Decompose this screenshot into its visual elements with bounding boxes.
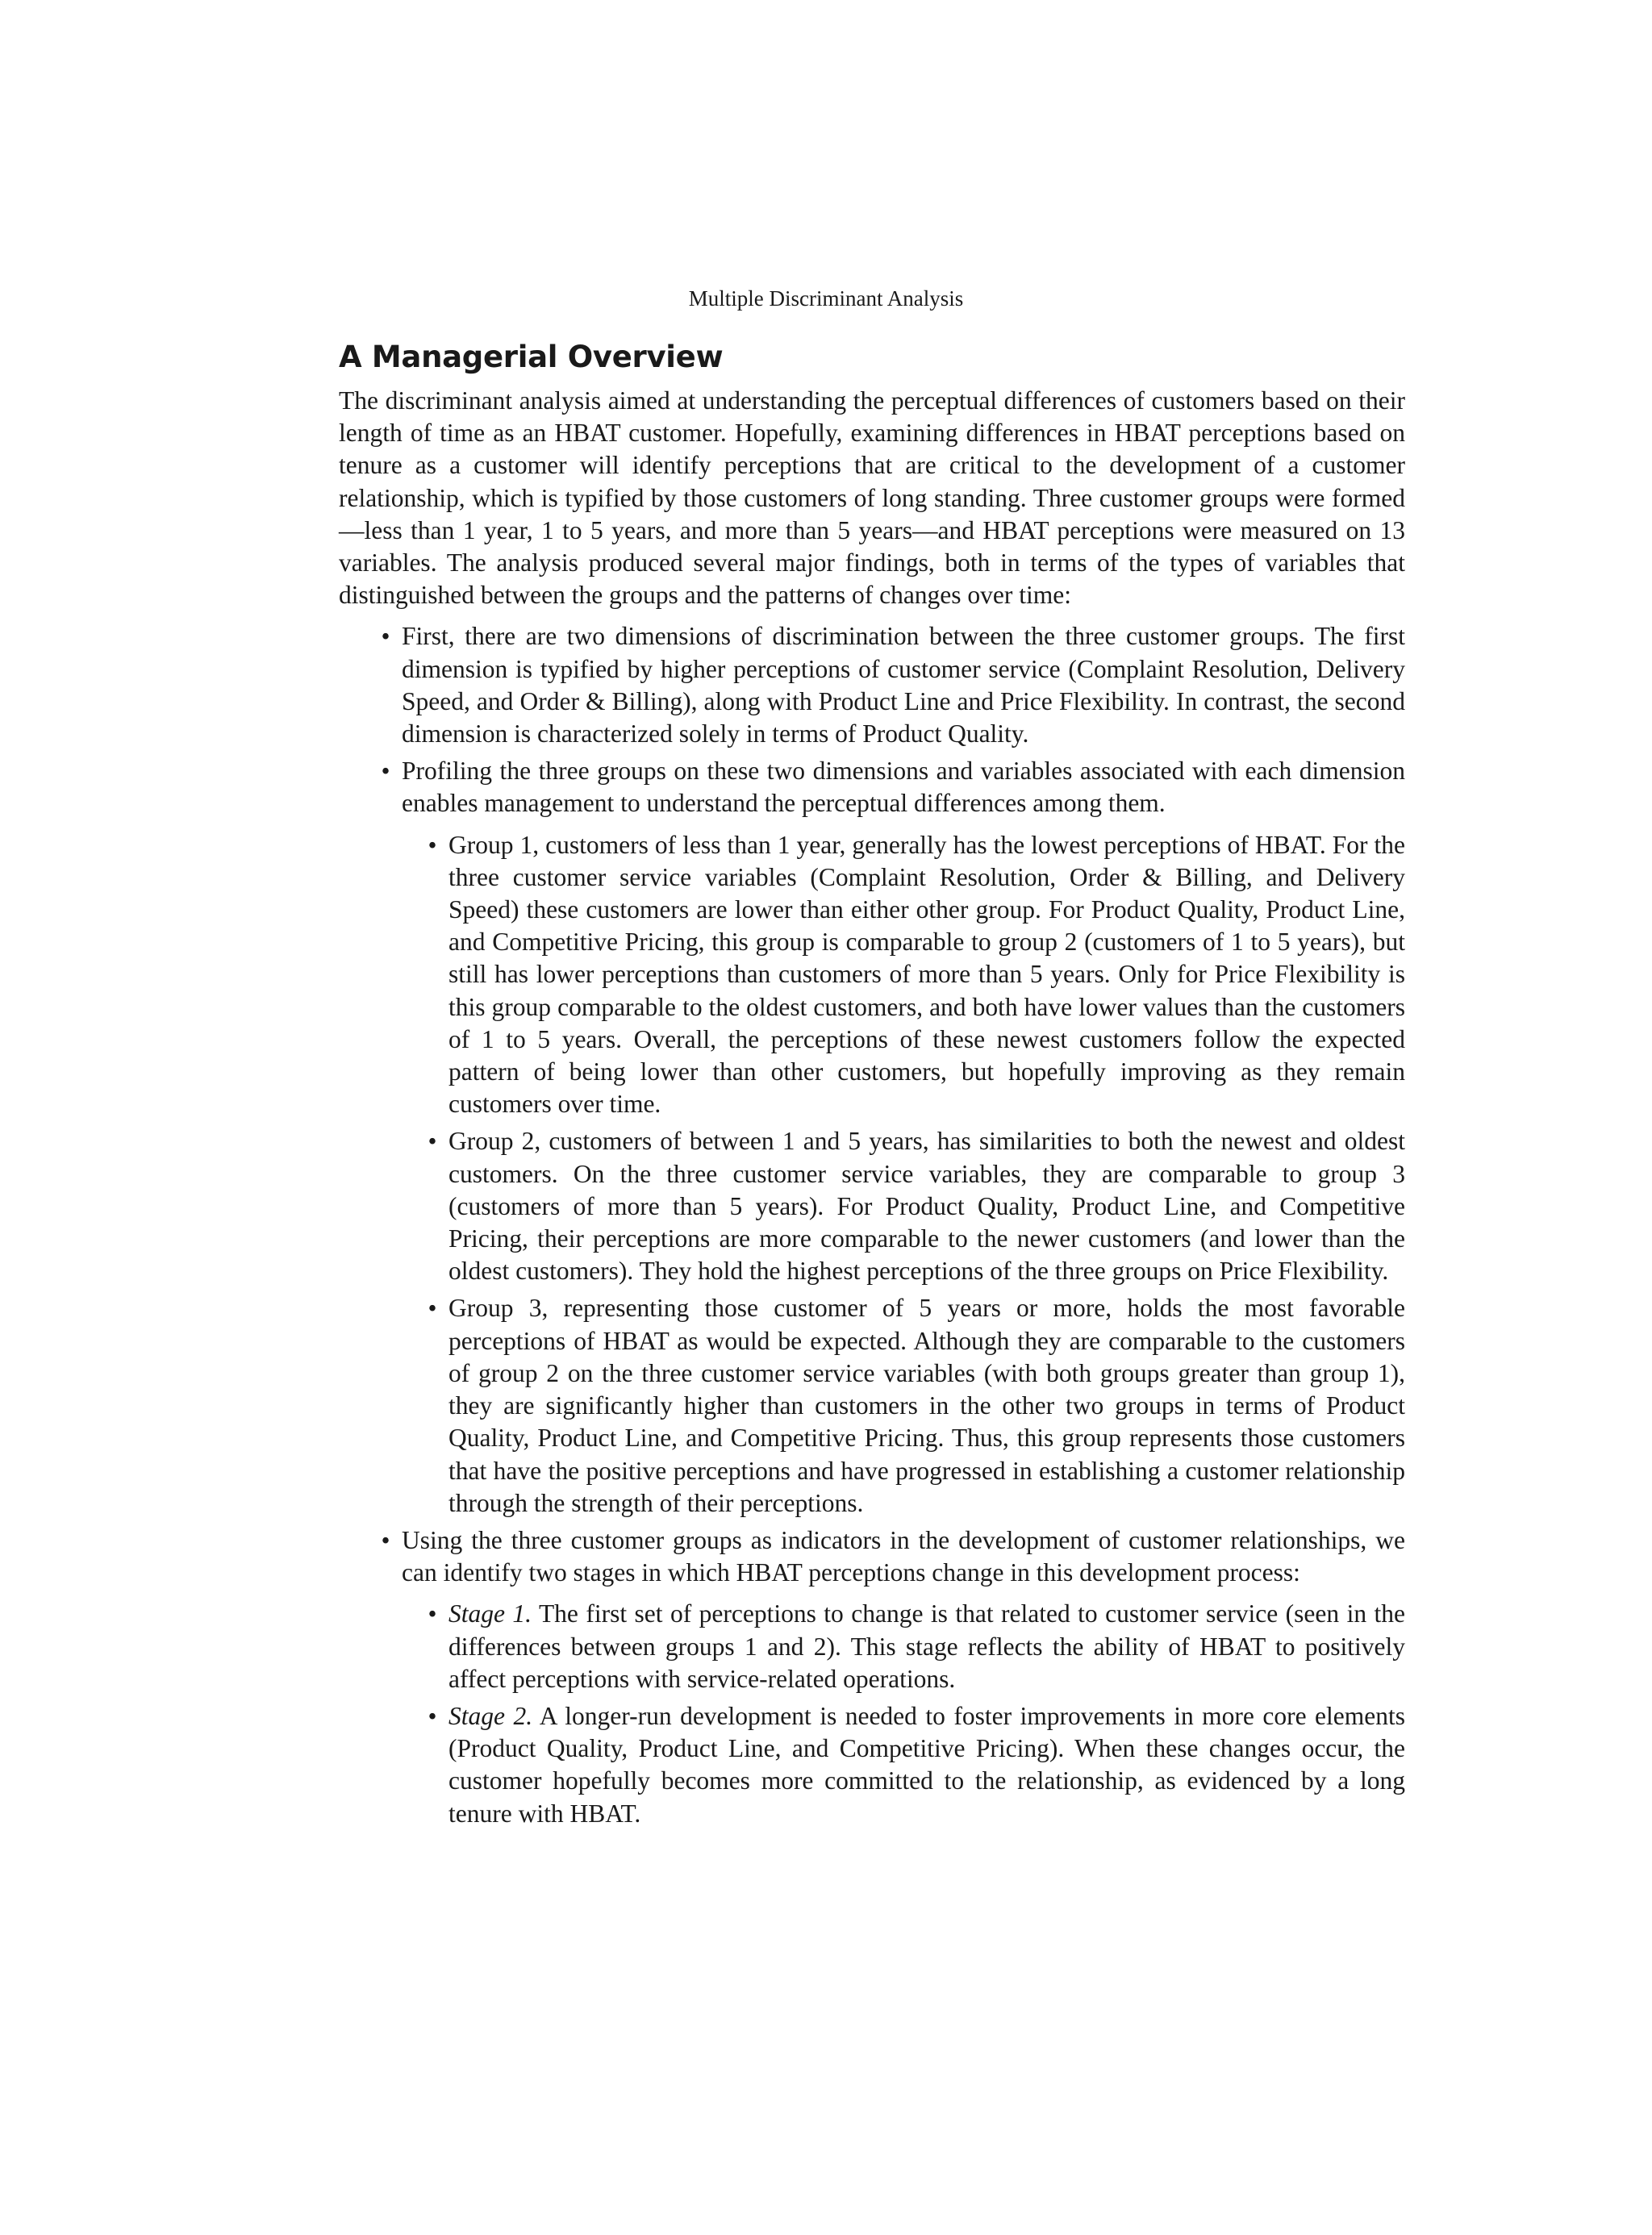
list-item-stages (381, 1524, 1405, 1830)
bullet-icon: • (381, 622, 390, 651)
list-item-text: Group 3, representing those customer of 5 years or more, holds the most favorable perceptions of HBAT as would be expected. Although they are comparable to the customers of group 2 on the three customer service variables (with both groups greater than group 1), they are significantly higher than customers in the other two groups in terms of Product Quality, Product Line, and Competitive Pricing. Thus, this group represents those customers that have the positive perceptions and have progressed in establishing a customer relationship through the strength of their perceptions. (448, 1294, 1405, 1517)
list-item-stage-2 (428, 1700, 1405, 1830)
stage-text: A longer-run development is needed to foster improvements in more core elements (Product Quality, Product Line, and Competitive Pricing). When these changes occur, the customer hopefully becomes more committed to the relationship, as evidenced by a long tenure with HBAT. (448, 1701, 1405, 1828)
bullet-icon: • (381, 1525, 390, 1554)
section-heading: A Managerial Overview (339, 340, 724, 374)
list-item-text: Group 1, customers of less than 1 year, generally has the lowest perceptions of HBAT. For the three customer service variables (Complaint Resolution, Order & Billing, and Delivery Speed) these customers are lower than either other group. For Product Quality, Product Line, and Competitive Pricing, this group is comparable to group 2 (customers of 1 to 5 years), but still has lower perceptions than customers of more than 5 years. Only for Price Flexibility is this group comparable to the oldest customers, and both have lower values than the customers of 1 to 5 years. Overall, the perceptions of these newest customers follow the expected pattern of being lower than other customers, but hopefully improving as they remain customers over time. (448, 830, 1405, 1119)
list-item-dimensions (381, 620, 1405, 750)
groups-list (402, 829, 1405, 1520)
list-item-text: First, there are two dimensions of discrimination between the three customer groups. The first dimension is typified by higher perceptions of customer service (Complaint Resolution, Delivery Speed, and Order & Billing), along with Product Line and Price Flexibility. In contrast, the second dimension is characterized solely in terms of Product Quality. (402, 622, 1405, 748)
list-item-group-1 (428, 829, 1405, 1121)
bullet-icon: • (428, 830, 437, 859)
list-item-profiling (381, 755, 1405, 1520)
stage-label: Stage 2. (448, 1701, 533, 1730)
list-item-text: Using the three customer groups as indicators in the development of customer relationships, we can identify two stages in which HBAT perceptions change in this development process: (402, 1525, 1405, 1587)
bullet-icon: • (428, 1599, 437, 1628)
stage-text: The first set of perceptions to change is that related to customer service (seen in the differences between groups 1 and 2). This stage reflects the ability of HBAT to positively affect perceptions with service-related operations. (448, 1599, 1405, 1693)
intro-paragraph: The discriminant analysis aimed at understanding the perceptual differences of customers based on their length of time as an HBAT customer. Hopefully, examining differences in HBAT perceptions based on tenure as a customer will identify perceptions that are critical to the development of a customer relationship, which is typified by those customers of long standing. Three customer groups were formed—less than 1 year, 1 to 5 years, and more than 5 years—and HBAT perceptions were measured on 13 variables. The analysis produced several major findings, both in terms of the types of variables that distinguished between the groups and the patterns of changes over time: (339, 386, 1405, 610)
stages-list (402, 1598, 1405, 1829)
list-item-stage-1 (428, 1598, 1405, 1695)
bullet-icon: • (428, 1127, 437, 1156)
findings-list (339, 620, 1405, 1829)
running-head: Multiple Discriminant Analysis (688, 286, 964, 311)
bullet-icon: • (428, 1294, 437, 1323)
bullet-icon: • (428, 1701, 437, 1730)
body-text (339, 385, 1405, 1835)
bullet-icon: • (381, 757, 390, 786)
list-item-text: Profiling the three groups on these two dimensions and variables associated with each dimension enables management to understand the perceptual differences among them. (402, 757, 1405, 818)
list-item-text: Group 2, customers of between 1 and 5 years, has similarities to both the newest and oldest customers. On the three customer service variables, they are comparable to group 3 (customers of more than 5 years). For Product Quality, Product Line, and Competitive Pricing, their perceptions are more comparable to the newer customers (and lower than the oldest customers). They hold the highest perceptions of the three groups on Price Flexibility. (448, 1127, 1405, 1286)
list-item-group-3 (428, 1292, 1405, 1519)
list-item-group-2 (428, 1125, 1405, 1287)
stage-label: Stage 1. (448, 1599, 532, 1628)
